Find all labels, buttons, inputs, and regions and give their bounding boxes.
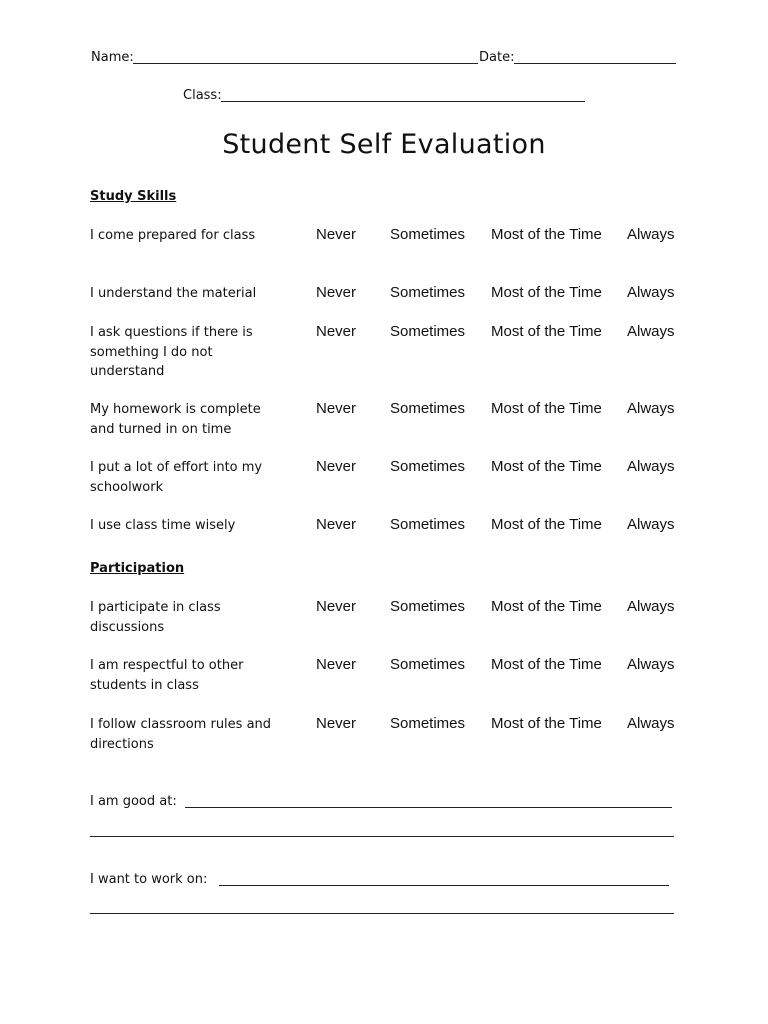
work-on-label: I want to work on: (90, 872, 208, 887)
option-most-of-the-time[interactable]: Most of the Time (491, 284, 602, 301)
option-never[interactable]: Never (316, 323, 357, 340)
name-field-line[interactable] (133, 63, 478, 64)
option-most-of-the-time[interactable]: Most of the Time (491, 458, 602, 475)
option-most-of-the-time[interactable]: Most of the Time (491, 715, 602, 732)
class-label: Class: (183, 88, 222, 103)
option-always[interactable]: Always (627, 715, 675, 732)
section-title-study-skills: Study Skills (90, 189, 177, 204)
good-at-label: I am good at: (90, 794, 177, 809)
statement-text: I am respectful to other students in class (90, 658, 244, 693)
option-sometimes[interactable]: Sometimes (390, 715, 466, 732)
option-never[interactable]: Never (316, 516, 357, 533)
option-always[interactable]: Always (627, 458, 675, 475)
option-always[interactable]: Always (627, 656, 675, 673)
option-never[interactable]: Never (316, 598, 357, 615)
work-on-field-line[interactable] (219, 885, 669, 886)
option-never[interactable]: Never (316, 656, 357, 673)
section-title-participation: Participation (90, 561, 185, 576)
date-field-line[interactable] (514, 63, 676, 64)
option-most-of-the-time[interactable]: Most of the Time (491, 400, 602, 417)
option-never[interactable]: Never (316, 284, 357, 301)
option-sometimes[interactable]: Sometimes (390, 323, 466, 340)
statement-text: I come prepared for class (90, 228, 256, 243)
statement-text: I put a lot of effort into my schoolwork (90, 460, 263, 495)
option-sometimes[interactable]: Sometimes (390, 598, 466, 615)
option-never[interactable]: Never (316, 400, 357, 417)
option-never[interactable]: Never (316, 715, 357, 732)
option-always[interactable]: Always (627, 284, 675, 301)
statement-text: I use class time wisely (90, 518, 236, 533)
statement-text: I ask questions if there is something I do not understand (90, 325, 253, 379)
statement-text: My homework is complete and turned in on time (90, 402, 261, 437)
option-most-of-the-time[interactable]: Most of the Time (491, 516, 602, 533)
date-label: Date: (479, 50, 515, 65)
option-most-of-the-time[interactable]: Most of the Time (491, 598, 602, 615)
option-most-of-the-time[interactable]: Most of the Time (491, 226, 602, 243)
option-most-of-the-time[interactable]: Most of the Time (491, 656, 602, 673)
statement-text: I follow classroom rules and directions (90, 717, 272, 752)
statement-text: I understand the material (90, 286, 257, 301)
option-always[interactable]: Always (627, 226, 675, 243)
option-never[interactable]: Never (316, 226, 357, 243)
option-always[interactable]: Always (627, 323, 675, 340)
option-always[interactable]: Always (627, 598, 675, 615)
class-field-line[interactable] (221, 101, 585, 102)
option-always[interactable]: Always (627, 400, 675, 417)
option-sometimes[interactable]: Sometimes (390, 516, 466, 533)
option-sometimes[interactable]: Sometimes (390, 226, 466, 243)
option-always[interactable]: Always (627, 516, 675, 533)
good-at-field-line[interactable] (185, 807, 672, 808)
name-label: Name: (91, 50, 134, 65)
page-title: Student Self Evaluation (222, 129, 546, 160)
option-sometimes[interactable]: Sometimes (390, 656, 466, 673)
statement-text: I participate in class discussions (90, 600, 221, 635)
option-sometimes[interactable]: Sometimes (390, 400, 466, 417)
good-at-field-line-2[interactable] (90, 836, 674, 837)
option-sometimes[interactable]: Sometimes (390, 284, 466, 301)
option-sometimes[interactable]: Sometimes (390, 458, 466, 475)
work-on-field-line-2[interactable] (90, 913, 674, 914)
option-never[interactable]: Never (316, 458, 357, 475)
option-most-of-the-time[interactable]: Most of the Time (491, 323, 602, 340)
